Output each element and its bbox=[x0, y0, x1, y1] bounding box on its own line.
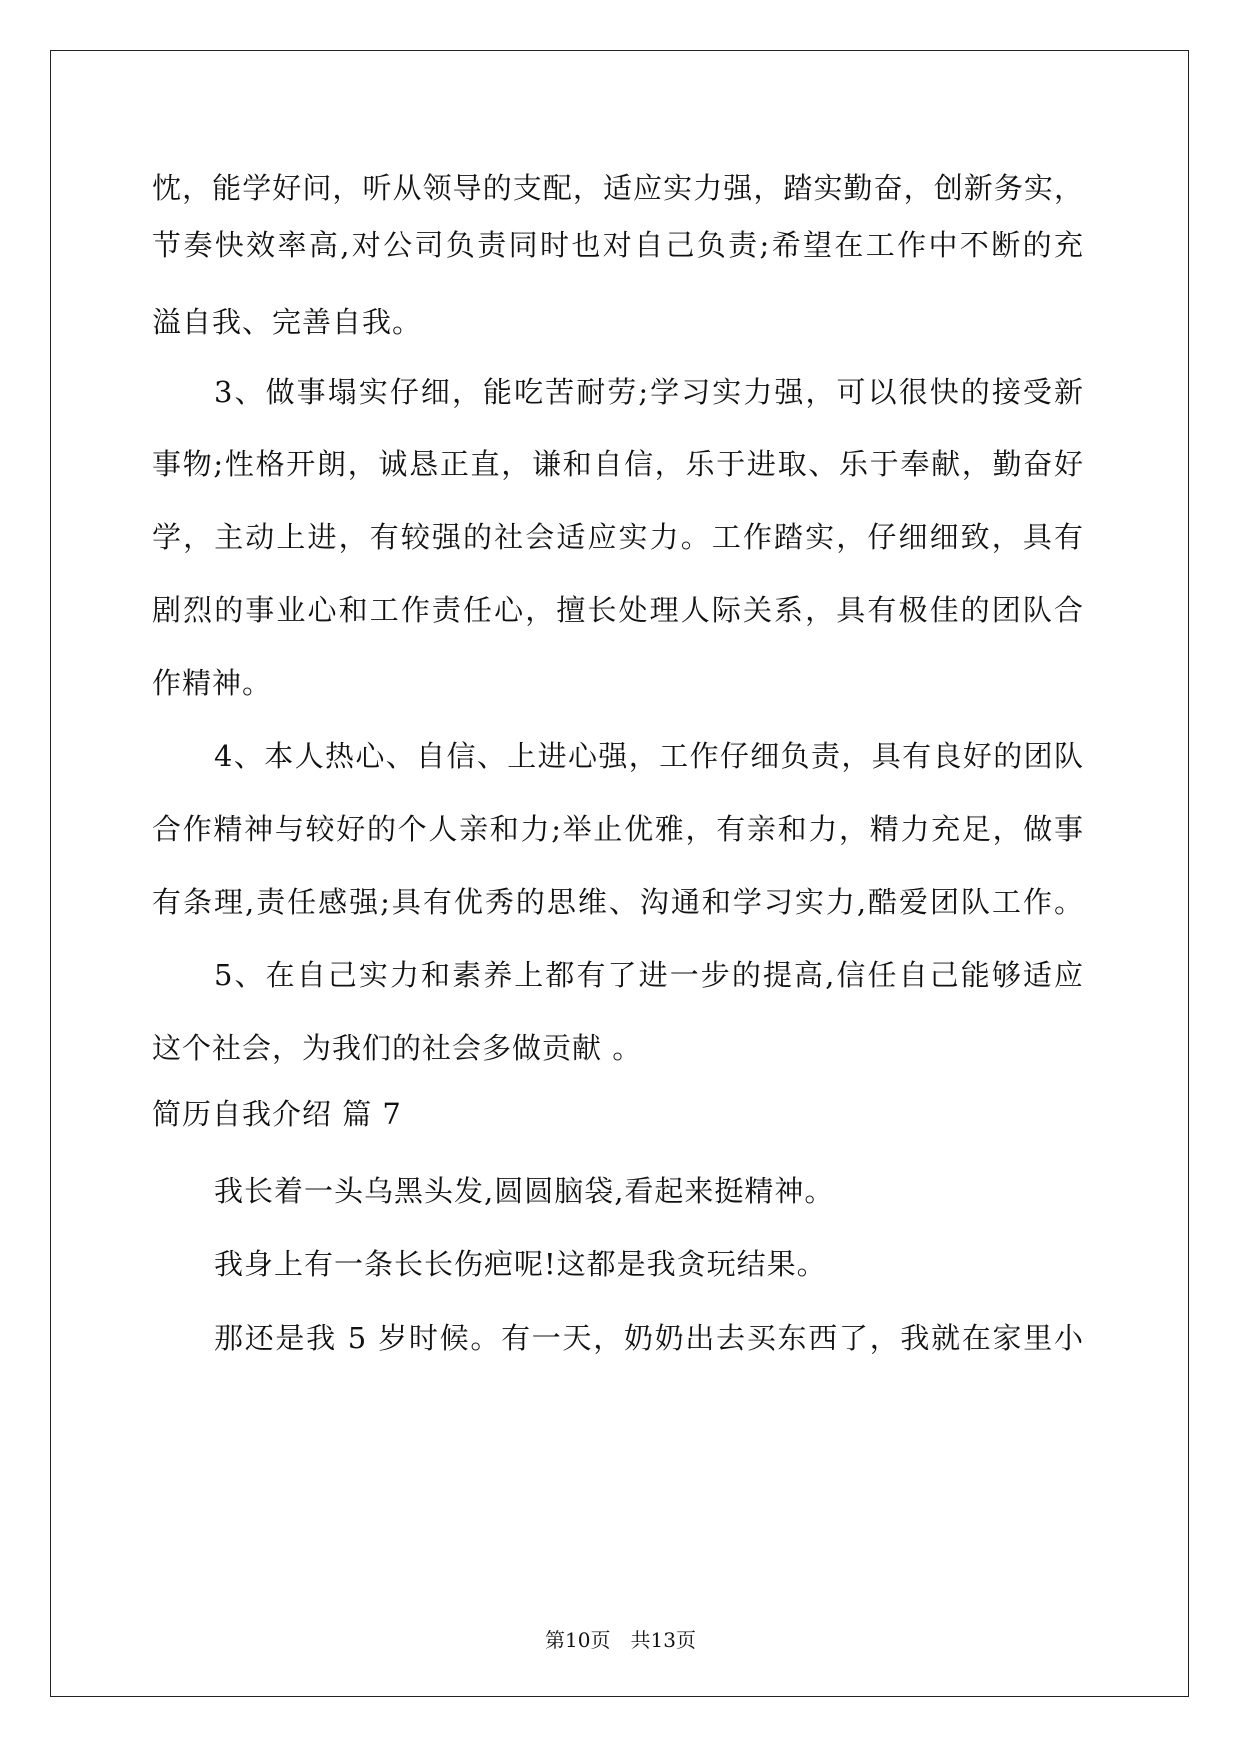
paragraph-start-line: 4、本人热心、自信、上进心强，工作仔细负责，具有良好的团队 bbox=[214, 739, 1084, 773]
paragraph-start-line: 3、做事塌实仔细，能吃苦耐劳;学习实力强，可以很快的接受新 bbox=[214, 375, 1084, 409]
text-line: 合作精神与较好的个人亲和力;举止优雅，有亲和力，精力充足，做事 bbox=[152, 812, 1084, 846]
text-line: 节奏快效率高,对公司负责同时也对自己负责;希望在工作中不断的充 bbox=[152, 228, 1084, 262]
page-number: 第10页 共13页 bbox=[545, 1628, 696, 1652]
paragraph-start-line: 那还是我 5 岁时候。有一天，奶奶出去买东西了，我就在家里小 bbox=[214, 1321, 1084, 1355]
paragraph-line: 我身上有一条长长伤疤呢!这都是我贪玩结果。 bbox=[214, 1247, 827, 1281]
paragraph-start-line: 5、在自己实力和素养上都有了进一步的提高,信任自己能够适应 bbox=[214, 958, 1084, 992]
text-line: 这个社会，为我们的社会多做贡献 。 bbox=[152, 1031, 643, 1065]
text-line: 作精神。 bbox=[152, 666, 273, 700]
text-line: 忱，能学好问，听从领导的支配，适应实力强，踏实勤奋，创新务实， bbox=[152, 171, 1084, 205]
paragraph-line: 我长着一头乌黑头发,圆圆脑袋,看起来挺精神。 bbox=[214, 1174, 835, 1208]
section-heading: 简历自我介绍 篇 7 bbox=[152, 1097, 402, 1131]
text-line: 溢自我、完善自我。 bbox=[152, 305, 423, 339]
text-line: 剧烈的事业心和工作责任心，擅长处理人际关系，具有极佳的团队合 bbox=[152, 593, 1084, 627]
text-line: 事物;性格开朗，诚恳正直，谦和自信，乐于进取、乐于奉献，勤奋好 bbox=[152, 447, 1084, 481]
text-line: 学，主动上进，有较强的社会适应实力。工作踏实，仔细细致，具有 bbox=[152, 520, 1084, 554]
page-border bbox=[50, 50, 1189, 1697]
text-line: 有条理,责任感强;具有优秀的思维、沟通和学习实力,酷爱团队工作。 bbox=[152, 885, 1084, 919]
